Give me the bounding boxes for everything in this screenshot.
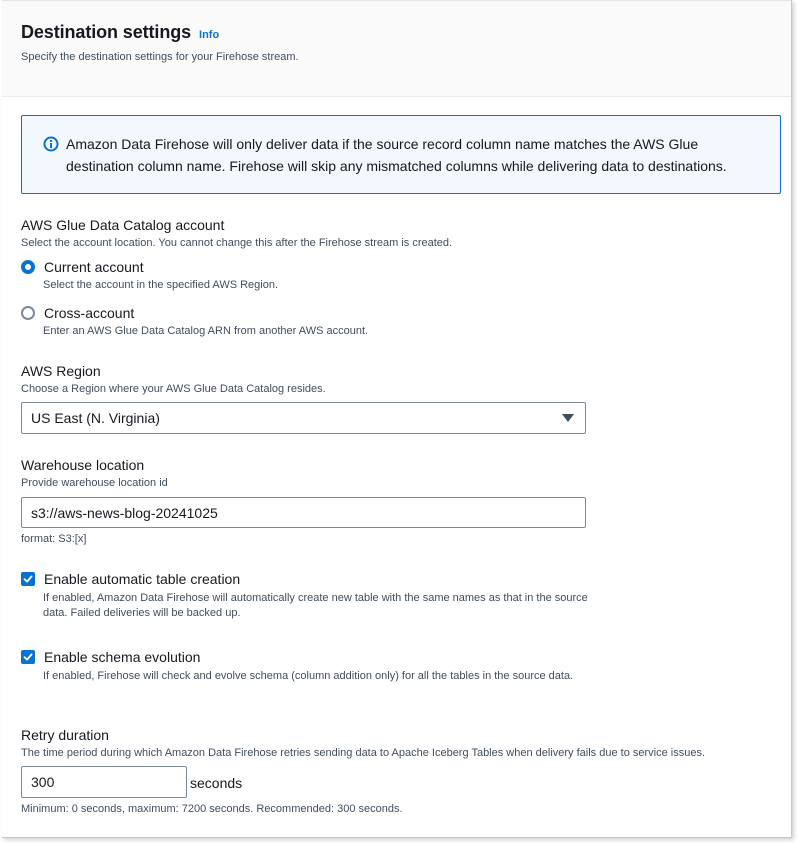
radio-cross-account-description: Enter an AWS Glue Data Catalog ARN from another AWS account. — [43, 325, 369, 337]
radio-current-account-control[interactable] — [21, 260, 35, 274]
checkbox-schema-evolution-control[interactable] — [21, 650, 35, 664]
checkbox-table-creation-control[interactable] — [21, 572, 35, 586]
region-label: AWS Region — [21, 363, 101, 379]
info-circle-icon — [43, 136, 59, 152]
warehouse-hint: Provide warehouse location id — [21, 477, 168, 489]
info-link[interactable]: Info — [199, 29, 220, 41]
warehouse-format-hint: format: S3:[x] — [21, 533, 87, 545]
warehouse-location-value[interactable]: s3://aws-news-blog-20241025 — [31, 504, 218, 521]
alert-text: Amazon Data Firehose will only deliver data if the source record column name matches the AWS Glue destination column name. Firehose will skip any mismatched columns while delivering data to destinations. — [66, 136, 727, 174]
retry-duration-hint: The time period during which Amazon Data Firehose retries sending data to Apache Iceberg Tables when delivery fails due to service issues. — [21, 747, 706, 759]
retry-duration-input[interactable] — [21, 766, 187, 798]
radio-current-account-description: Select the account in the specified AWS Region. — [43, 279, 279, 291]
retry-duration-label: Retry duration — [21, 727, 109, 743]
radio-cross-account[interactable] — [21, 305, 134, 321]
region-select-value[interactable]: US East (N. Virginia) — [31, 410, 160, 426]
retry-duration-value[interactable]: 300 — [31, 774, 55, 790]
retry-unit-label: seconds — [190, 775, 243, 791]
retry-constraint-text: Minimum: 0 seconds, maximum: 7200 seconds. Recommended: 300 seconds. — [21, 803, 403, 815]
check-icon — [23, 574, 33, 584]
checkbox-schema-evolution[interactable] — [21, 649, 200, 665]
warehouse-location-input[interactable] — [21, 497, 586, 528]
radio-cross-account-control[interactable] — [21, 306, 35, 320]
region-hint: Choose a Region where your AWS Glue Data Catalog resides. — [21, 383, 326, 395]
region-select[interactable] — [21, 402, 586, 434]
caret-down-icon[interactable] — [562, 414, 574, 422]
checkbox-table-creation-label[interactable]: Enable automatic table creation — [44, 571, 241, 587]
checkbox-table-creation[interactable] — [21, 571, 240, 587]
check-icon — [23, 652, 33, 662]
info-alert — [21, 115, 781, 194]
radio-current-account[interactable] — [21, 259, 144, 275]
panel-header — [2, 0, 791, 97]
table-creation-description: If enabled, Amazon Data Firehose will automatically create new table with the same names as that in the source data. Failed deliveries will be backed up. — [43, 592, 588, 619]
title-row — [21, 22, 791, 43]
checkbox-schema-evolution-label[interactable]: Enable schema evolution — [44, 649, 201, 665]
page-description: Specify the destination settings for your Firehose stream. — [21, 51, 299, 63]
schema-evolution-description: If enabled, Firehose will check and evolve schema (column addition only) for all the tables in the source data. — [43, 670, 574, 682]
radio-current-account-label[interactable]: Current account — [44, 259, 144, 275]
catalog-account-hint: Select the account location. You cannot change this after the Firehose stream is created. — [21, 237, 453, 249]
page-title: Destination settings — [21, 22, 192, 42]
destination-settings-panel — [2, 0, 792, 838]
catalog-account-label: AWS Glue Data Catalog account — [21, 217, 225, 233]
warehouse-label: Warehouse location — [21, 457, 145, 473]
radio-cross-account-label[interactable]: Cross-account — [44, 305, 135, 321]
